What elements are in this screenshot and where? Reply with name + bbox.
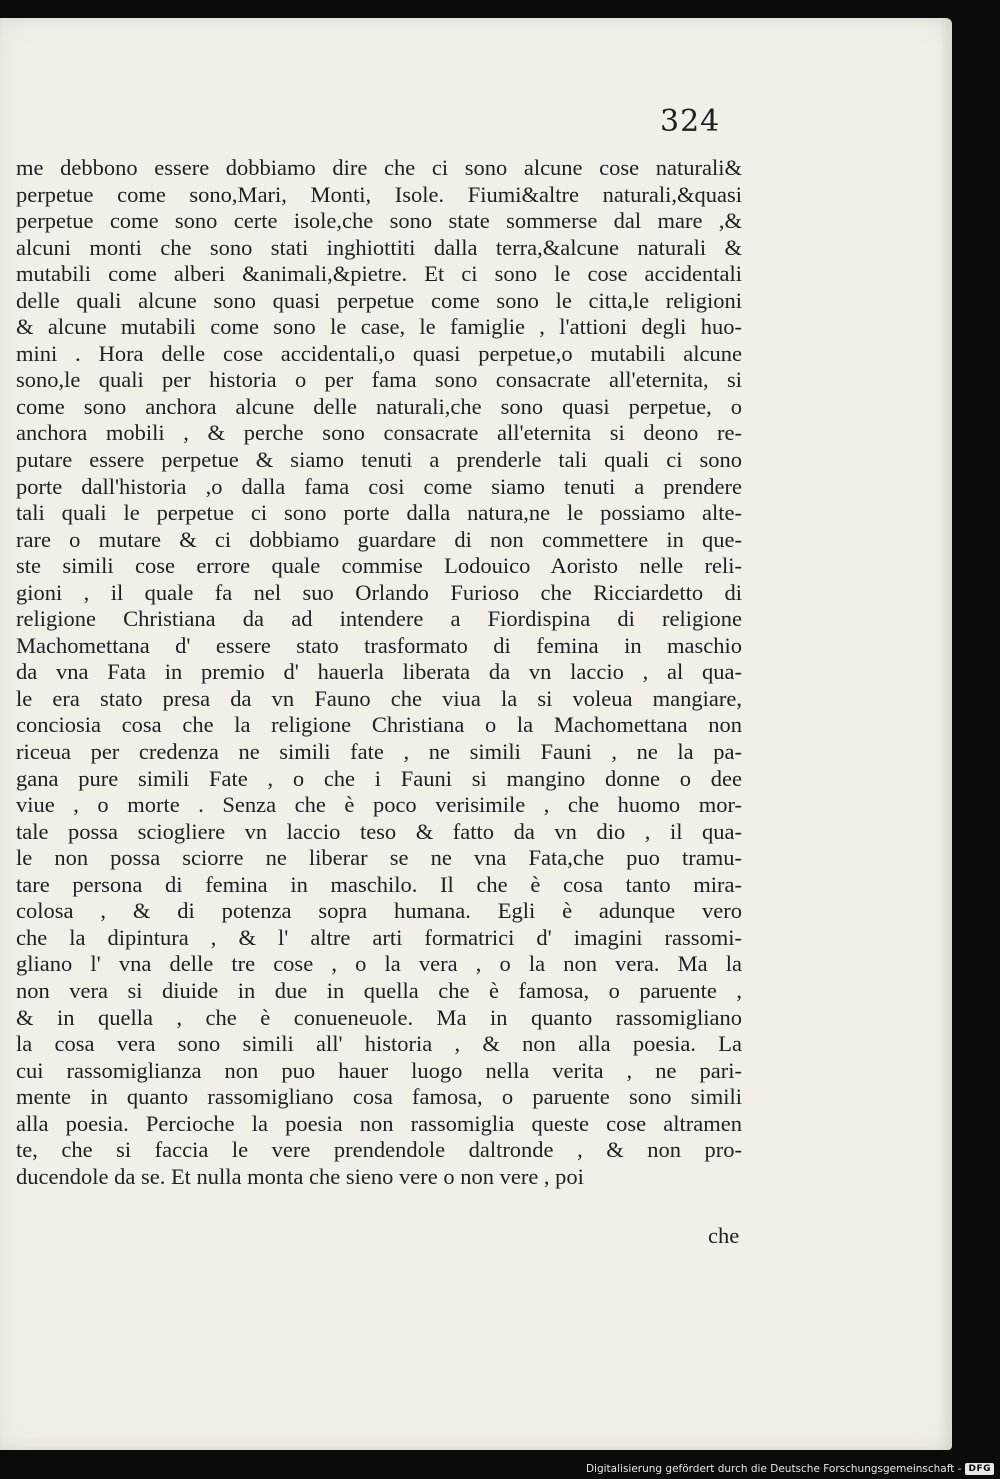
text-line: alla poesia. Percioche la poesia non rassomiglia queste cose altramen bbox=[16, 1110, 742, 1136]
page-number: 324 bbox=[660, 104, 721, 139]
text-line: & alcune mutabili come sono le case, le famiglie , l'attioni degli huo- bbox=[16, 314, 742, 340]
text-line: la cosa vera sono simili all' historia , & non alla poesia. La bbox=[16, 1031, 742, 1057]
text-line: tali quali le perpetue ci sono porte dalla natura,ne le possiamo alte- bbox=[16, 500, 742, 526]
text-line: mente in quanto rassomigliano cosa famosa, o paruente sono simili bbox=[16, 1084, 742, 1110]
dfg-logo-icon: DFG bbox=[965, 1463, 994, 1475]
text-line: mini . Hora delle cose accidentali,o quasi perpetue,o mutabili alcune bbox=[16, 340, 742, 366]
footer-credit-text: Digitalisierung gefördert durch die Deutsche Forschungsgemeinschaft - bbox=[585, 1463, 962, 1475]
text-line: cui rassomiglianza non puo hauer luogo nella verita , ne pari- bbox=[16, 1057, 742, 1083]
text-line: conciosia cosa che la religione Christiana o la Machomettana non bbox=[16, 712, 742, 738]
body-text bbox=[16, 155, 742, 1190]
text-line: le non possa sciorre ne liberar se ne vna Fata,che puo tramu- bbox=[16, 845, 742, 871]
text-line: perpetue come sono certe isole,che sono state sommerse dal mare ,& bbox=[16, 208, 742, 234]
text-line: gioni , il quale fa nel suo Orlando Furioso che Ricciardetto di bbox=[16, 579, 742, 605]
text-line: che la dipintura , & l' altre arti formatrici d' imagini rassomi- bbox=[16, 924, 742, 950]
text-line: delle quali alcune sono quasi perpetue come sono le citta,le religioni bbox=[16, 287, 742, 313]
text-line: gana pure simili Fate , o che i Fauni si mangino donne o dee bbox=[16, 765, 742, 791]
text-line: religione Christiana da ad intendere a Fiordispina di religione bbox=[16, 606, 742, 632]
text-line: porte dall'historia ,o dalla fama cosi come siamo tenuti a prendere bbox=[16, 473, 742, 499]
text-line: non vera si diuide in due in quella che è famosa, o paruente , bbox=[16, 977, 742, 1003]
text-line: putare essere perpetue & siamo tenuti a prenderle tali quali ci sono bbox=[16, 447, 742, 473]
text-line: ducendole da se. Et nulla monta che sieno vere o non vere , poi bbox=[16, 1163, 584, 1189]
book-page bbox=[0, 18, 952, 1450]
text-line: tale possa sciogliere vn laccio teso & fatto da vn dio , il qua- bbox=[16, 818, 742, 844]
text-line: riceua per credenza ne simili fate , ne simili Fauni , ne la pa- bbox=[16, 739, 742, 765]
text-line: viue , o morte . Senza che è poco verisimile , che huomo mor- bbox=[16, 792, 742, 818]
text-line: tare persona di femina in maschilo. Il che è cosa tanto mira- bbox=[16, 871, 742, 897]
text-line: anchora mobili , & perche sono consacrate all'eternita si deono re- bbox=[16, 420, 742, 446]
text-line: Machomettana d' essere stato trasformato di femina in maschio bbox=[16, 632, 742, 658]
text-line: colosa , & di potenza sopra humana. Egli è adunque vero bbox=[16, 898, 742, 924]
text-line: le era stato presa da vn Fauno che viua la si voleua mangiare, bbox=[16, 685, 742, 711]
text-line: rare o mutare & ci dobbiamo guardare di non commettere in que- bbox=[16, 526, 742, 552]
text-line: gliano l' vna delle tre cose , o la vera , o la non vera. Ma la bbox=[16, 951, 742, 977]
digitization-footer bbox=[586, 1463, 994, 1475]
text-line: ste simili cose errore quale commise Lodouico Aoristo nelle reli- bbox=[16, 553, 742, 579]
text-line: alcuni monti che sono stati inghiottiti dalla terra,&alcune naturali & bbox=[16, 234, 742, 260]
text-line: sono,le quali per historia o per fama sono consacrate all'eternita, si bbox=[16, 367, 742, 393]
catchword: che bbox=[708, 1223, 740, 1248]
text-line: perpetue come sono,Mari, Monti, Isole. Fiumi&altre naturali,&quasi bbox=[16, 181, 742, 207]
text-line: mutabili come alberi &animali,&pietre. Et ci sono le cose accidentali bbox=[16, 261, 742, 287]
text-line: te, che si faccia le vere prendendole daltronde , & non pro- bbox=[16, 1137, 742, 1163]
text-line: da vna Fata in premio d' hauerla liberata da vn laccio , al qua- bbox=[16, 659, 742, 685]
text-line: me debbono essere dobbiamo dire che ci sono alcune cose naturali& bbox=[16, 155, 742, 180]
text-line: & in quella , che è conueneuole. Ma in quanto rassomigliano bbox=[16, 1004, 742, 1030]
text-line: come sono anchora alcune delle naturali,che sono quasi perpetue, o bbox=[16, 393, 742, 419]
